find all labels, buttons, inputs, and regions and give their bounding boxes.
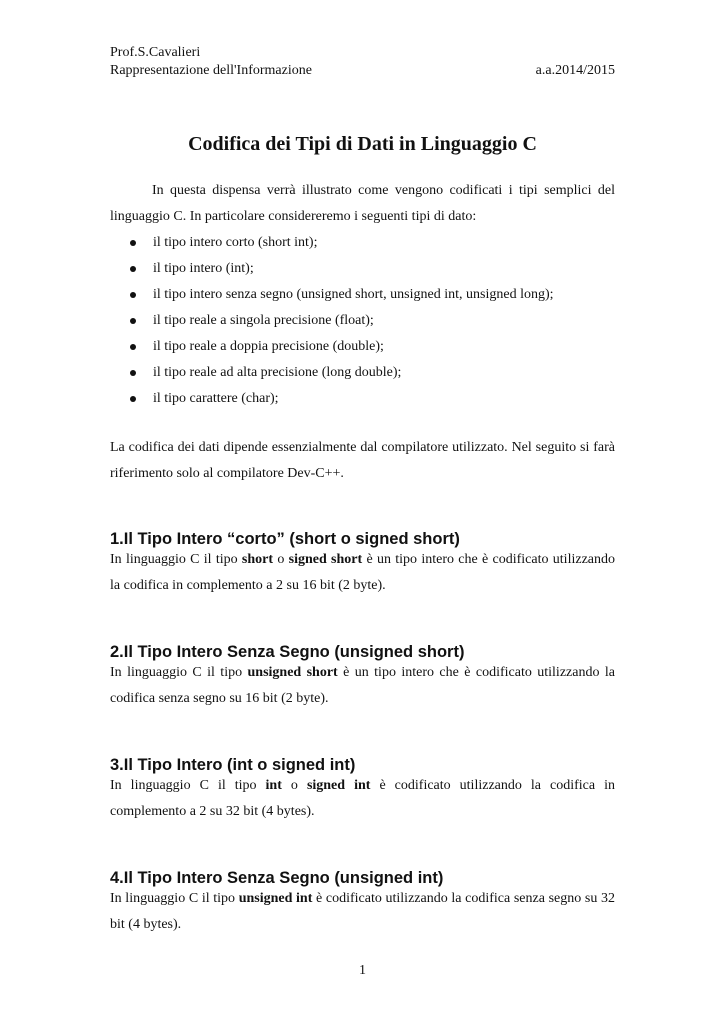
list-item: il tipo intero senza segno (unsigned short, unsigned int, unsigned long); bbox=[110, 282, 615, 308]
list-item: il tipo reale ad alta precisione (long double); bbox=[110, 360, 615, 386]
data-type-list bbox=[110, 230, 615, 412]
section-paragraph-int: In linguaggio C il tipo int o signed int è codificato utilizzando la codifica in complemento a 2 su 32 bit (4 bytes). bbox=[110, 778, 615, 819]
intro-paragraph bbox=[110, 178, 615, 230]
list-item: il tipo reale a singola precisione (float); bbox=[110, 308, 615, 334]
keyword: int bbox=[265, 778, 282, 793]
section-paragraph-unsigned-int: In linguaggio C il tipo unsigned int è codificato utilizzando la codifica senza segno su 32 bit (4 bytes). bbox=[110, 891, 615, 932]
keyword: signed short bbox=[288, 552, 363, 567]
keyword: unsigned short bbox=[247, 665, 338, 680]
compiler-paragraph: La codifica dei dati dipende essenzialmente dal compilatore utilizzato. Nel seguito si farà riferimento solo al compilatore Dev-C++. bbox=[110, 440, 615, 481]
section-heading-unsigned-int: 4.Il Tipo Intero Senza Segno (unsigned int) bbox=[110, 869, 444, 887]
list-item: il tipo reale a doppia precisione (double); bbox=[110, 334, 615, 360]
header-author: Prof.S.Cavalieri bbox=[110, 45, 201, 60]
list-item: il tipo intero corto (short int); bbox=[110, 230, 615, 256]
header-course: Rappresentazione dell'Informazione bbox=[110, 63, 312, 78]
page-header bbox=[110, 44, 615, 80]
section-heading-short: 1.Il Tipo Intero “corto” (short o signed short) bbox=[110, 530, 460, 548]
header-row bbox=[110, 62, 615, 80]
keyword: signed int bbox=[306, 778, 371, 793]
section-paragraph-short: In linguaggio C il tipo short o signed short è un tipo intero che è codificato utilizzando la codifica in complemento a 2 su 16 bit (2 byte). bbox=[110, 552, 615, 593]
bullet-icon bbox=[130, 318, 136, 324]
header-year: a.a.2014/2015 bbox=[535, 63, 615, 78]
page-number: 1 bbox=[359, 963, 366, 978]
bullet-icon bbox=[130, 396, 136, 402]
keyword: unsigned int bbox=[238, 891, 313, 906]
section-paragraph-unsigned-short: In linguaggio C il tipo unsigned short è un tipo intero che è codificato utilizzando la codifica senza segno su 16 bit (2 byte). bbox=[110, 665, 615, 706]
keyword: short bbox=[241, 552, 274, 567]
list-item: il tipo intero (int); bbox=[110, 256, 615, 282]
intro-text: In questa dispensa verrà illustrato come vengono codificati i tipi semplici del linguaggio C. In particolare considereremo i seguenti tipi di dato: bbox=[110, 183, 615, 224]
section-heading-unsigned-short: 2.Il Tipo Intero Senza Segno (unsigned short) bbox=[110, 643, 465, 661]
bullet-icon bbox=[130, 240, 136, 246]
list-item: il tipo carattere (char); bbox=[110, 386, 615, 412]
bullet-icon bbox=[130, 344, 136, 350]
section-heading-int: 3.Il Tipo Intero (int o signed int) bbox=[110, 756, 356, 774]
bullet-icon bbox=[130, 266, 136, 272]
bullet-icon bbox=[130, 370, 136, 376]
bullet-icon bbox=[130, 292, 136, 298]
document-title: Codifica dei Tipi di Dati in Linguaggio C bbox=[188, 133, 537, 155]
